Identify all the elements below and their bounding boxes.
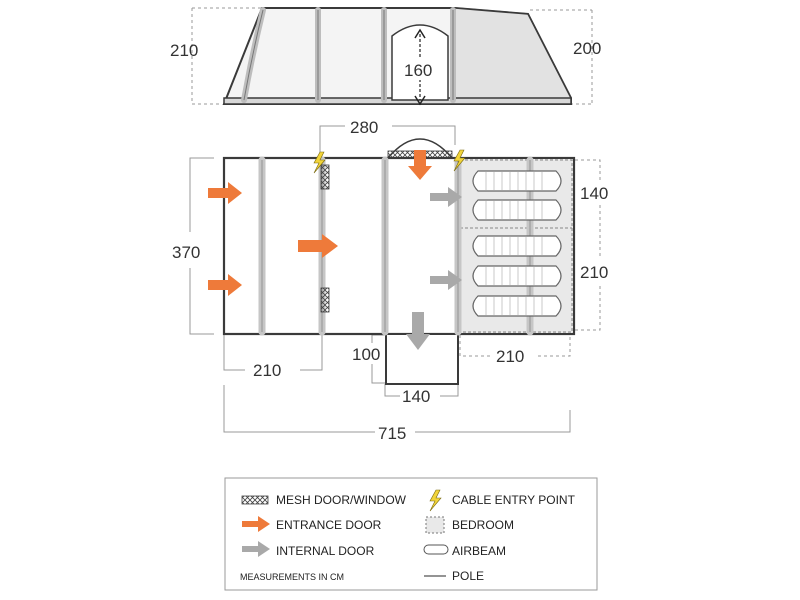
legend-bedroom-label: BEDROOM [452, 518, 515, 532]
living-width-label: 210 [253, 361, 282, 380]
side-height-left-label: 210 [170, 41, 199, 60]
legend-cable-label: CABLE ENTRY POINT [452, 493, 575, 507]
bedroom-width-label: 210 [496, 347, 525, 366]
porch-depth-label: 100 [352, 345, 381, 364]
legend-airbeam-label: AIRBEAM [452, 544, 507, 558]
floor-plan [172, 118, 608, 443]
porch-front-label: 140 [402, 387, 431, 406]
legend-pole-label: POLE [452, 569, 485, 583]
legend-bedroom-swatch [426, 517, 444, 533]
legend-measurements-note: MEASUREMENTS IN CM [240, 572, 345, 582]
side-view [170, 8, 601, 104]
porch-width-label: 280 [350, 118, 379, 137]
legend [225, 478, 597, 590]
tent-side-bedroom-section [455, 8, 571, 104]
mesh-window-lower [321, 288, 329, 312]
legend-entrance-label: ENTRANCE DOOR [276, 518, 382, 532]
side-height-right-label: 200 [573, 39, 602, 58]
door-height-label: 160 [404, 61, 433, 80]
legend-airbeam-icon [424, 545, 448, 554]
mesh-window-upper [321, 165, 329, 189]
legend-mesh-swatch [242, 496, 268, 504]
total-length-label: 715 [378, 424, 407, 443]
bedroom-depth-top-label: 140 [580, 184, 609, 203]
bedroom-depth-bottom-label: 210 [580, 263, 609, 282]
legend-mesh-label: MESH DOOR/WINDOW [276, 493, 406, 507]
legend-internal-label: INTERNAL DOOR [276, 544, 375, 558]
total-depth-label: 370 [172, 243, 201, 262]
